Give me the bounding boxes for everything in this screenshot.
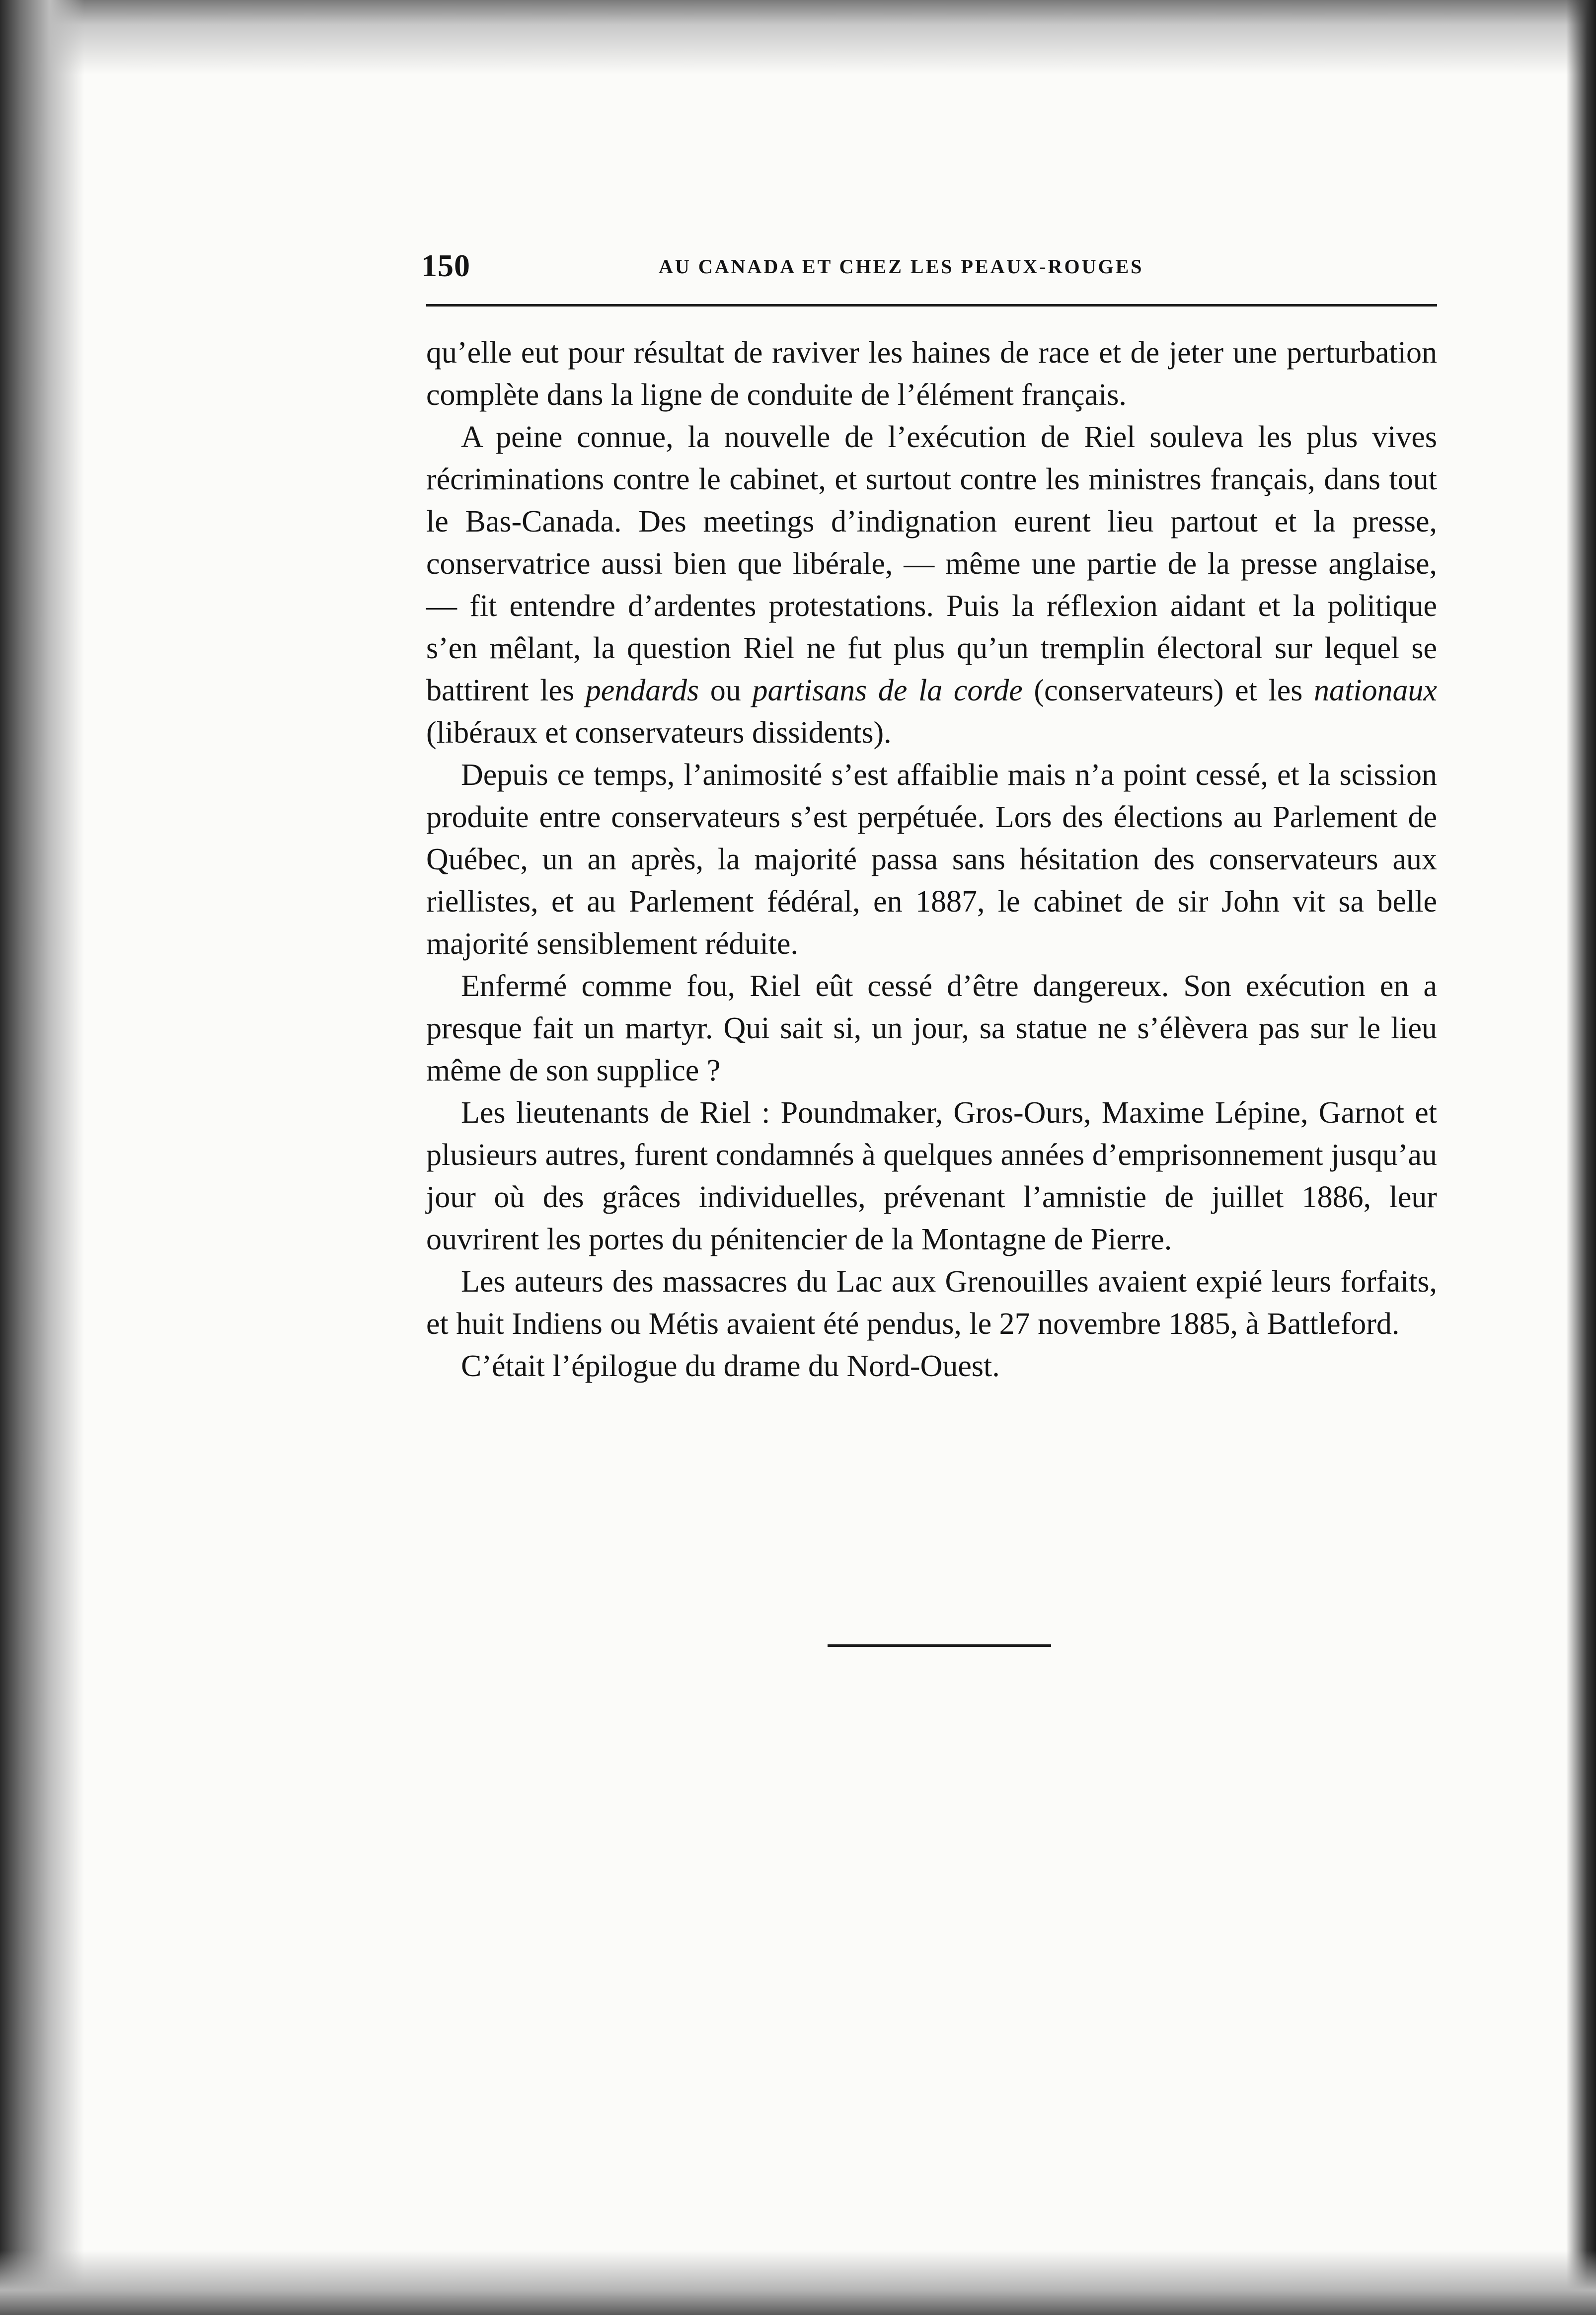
scan-edge-left [0,0,84,2315]
italic-term: pendards [585,674,699,707]
paragraph-massacres: Les auteurs des massacres du Lac aux Grenouilles avaient expié leurs forfaits, et huit Indiens ou Métis avaient été pendus, le 27 novembre 1885, à Battleford. [426,1265,1437,1341]
paragraph-text: A peine connue, la nouvelle de l’exécution de Riel souleva les plus vives récriminations contre le cabinet, et surtout contre les ministres français, dans tout le Bas-Canada. Des meetings d’indignation eurent lieu partout et la presse, conservatrice aussi bien que libérale, — même une partie de la presse anglaise, — fit entendre d’ardentes protestations. Puis la réflexion aidant et la politique s’en mêlant, la question Riel ne fut plus qu’un tremplin électoral sur lequel se battirent les [426,420,1437,707]
scan-edge-right [1566,0,1596,2315]
end-rule [828,1644,1051,1647]
paragraph-riel-execution [426,416,1437,754]
paragraph-text: ou [699,674,753,707]
body-text [426,332,1437,1388]
running-header [421,246,1437,286]
italic-term: partisans de la corde [752,674,1023,707]
page-number: 150 [421,248,470,283]
italic-term: nationaux [1314,674,1437,707]
paragraph-martyr: Enfermé comme fou, Riel eût cessé d’être dangereux. Son exécution en a presque fait un martyr. Qui sait si, un jour, sa statue ne s’élèvera pas sur le lieu même de son supplice ? [426,969,1437,1087]
paragraph-text: (conservateurs) et les [1022,674,1314,707]
paragraph-text: (libéraux et conservateurs dissidents). [426,716,892,750]
running-title: AU CANADA ET CHEZ LES PEAUX-ROUGES [659,255,1144,278]
paragraph-epilogue: C’était l’épilogue du drame du Nord-Ouest. [461,1349,1000,1383]
paragraph-animosity: Depuis ce temps, l’animosité s’est affaiblie mais n’a point cessé, et la scission produite entre conservateurs s’est perpétuée. Lors des élections au Parlement de Québec, un an après, la majorité passa sans hésitation des conservateurs aux riellistes, et au Parlement fédéral, en 1887, le cabinet de sir John vit sa belle majorité sensiblement réduite. [426,758,1437,961]
paragraph-continuation: qu’elle eut pour résultat de raviver les haines de race et de jeter une perturbation complète dans la ligne de conduite de l’élément français. [426,336,1437,412]
scan-edge-bottom [0,2250,1596,2315]
scan-edge-top [0,0,1596,75]
paragraph-lieutenants: Les lieutenants de Riel : Poundmaker, Gros-Ours, Maxime Lépine, Garnot et plusieurs autres, furent condamnés à quelques années d’emprisonnement jusqu’au jour où des grâces individuelles, prévenant l’amnistie de juillet 1886, leur ouvrirent les portes du pénitencier de la Montagne de Pierre. [426,1096,1437,1256]
header-rule [426,304,1437,307]
